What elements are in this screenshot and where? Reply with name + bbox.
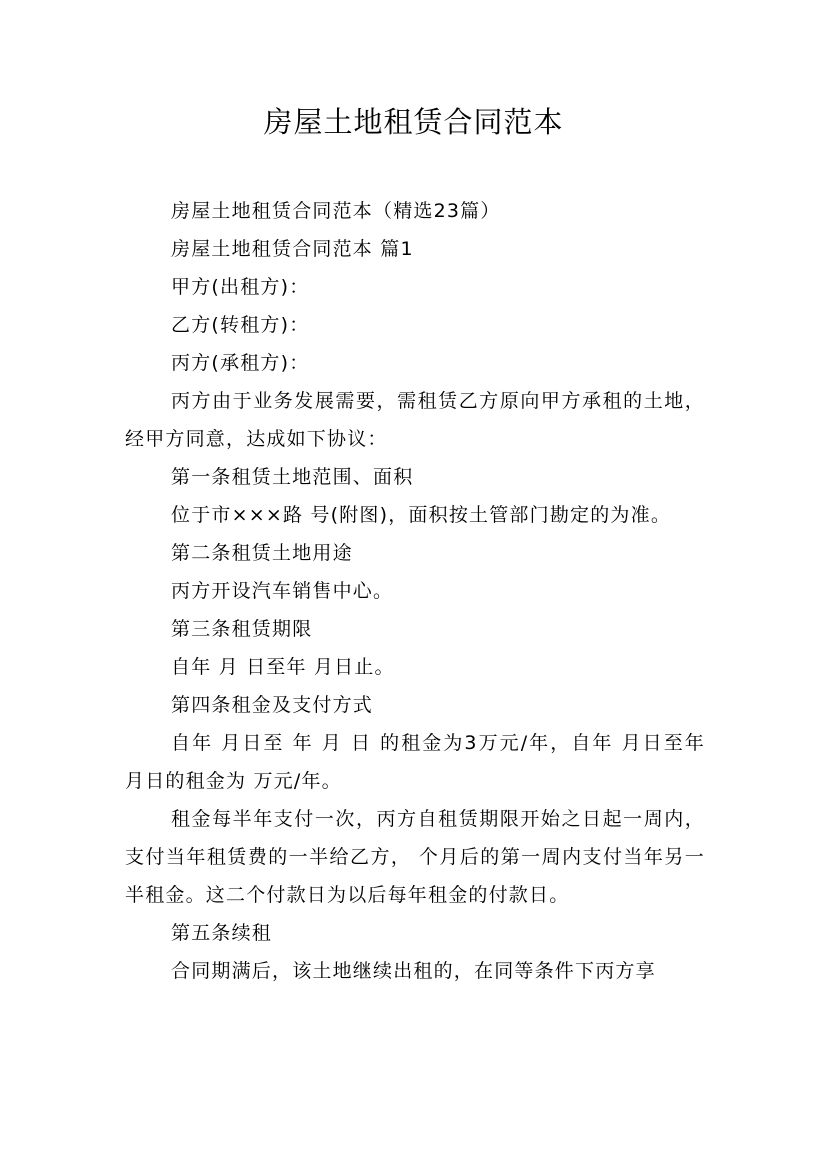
paragraph-party-a: 甲方(出租方)： (171, 276, 310, 298)
clause-5-heading: 第五条续租 (171, 922, 273, 944)
document-body (125, 192, 705, 990)
clause-4-text-payment: 租金每半年支付一次，丙方自租赁期限开始之日起一周内，支付当年租赁费的一半给乙方， 个月后的第一周内支付当年另一半租金。这二个付款日为以后每年租金的付款日。 (125, 808, 705, 906)
clause-2-heading: 第二条租赁土地用途 (171, 542, 353, 564)
clause-3-text: 自年 月 日至年 月日止。 (171, 656, 395, 678)
clause-4-heading: 第四条租金及支付方式 (171, 694, 374, 716)
paragraph-party-c: 丙方(承租方)： (171, 352, 310, 374)
clause-3-heading: 第三条租赁期限 (171, 618, 313, 640)
clause-2-text: 丙方开设汽车销售中心。 (171, 580, 394, 602)
clause-5-text: 合同期满后，该土地继续出租的，在同等条件下丙方享 (171, 960, 656, 982)
document-title: 房屋土地租赁合同范本 (263, 105, 564, 139)
paragraph-subtitle: 房屋土地租赁合同范本（精选23篇） (171, 200, 501, 222)
paragraph-party-b: 乙方(转租方)： (171, 314, 310, 336)
clause-4-text-rent: 自年 月日至 年 月 日 的租金为3万元/年，自年 月日至年 月日的租金为 万元/年。 (125, 732, 705, 792)
clause-1-heading: 第一条租赁土地范围、面积 (171, 466, 414, 488)
paragraph-article-heading: 房屋土地租赁合同范本 篇1 (171, 238, 414, 260)
clause-1-text: 位于市×××路 号(附图)，面积按土管部门勘定的为准。 (171, 504, 672, 526)
paragraph-preamble: 丙方由于业务发展需要，需租赁乙方原向甲方承租的土地，经甲方同意，达成如下协议： (125, 390, 705, 450)
